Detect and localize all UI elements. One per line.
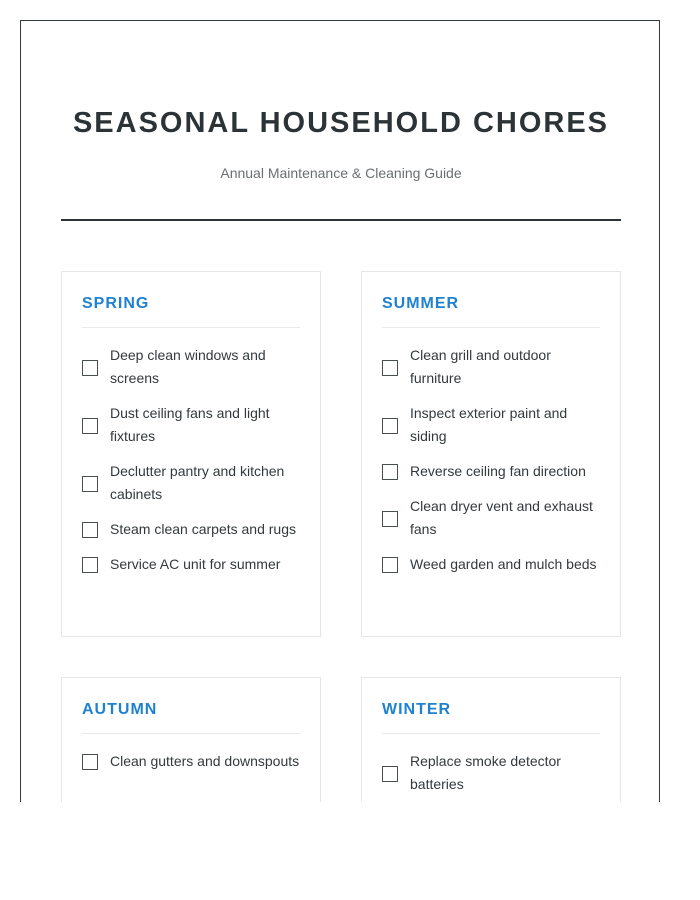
- task-checkbox[interactable]: [82, 360, 98, 376]
- task-label: Declutter pantry and kitchen cabinets: [110, 463, 285, 502]
- task-item[interactable]: [382, 553, 600, 576]
- task-item[interactable]: [82, 402, 300, 448]
- task-label: Dust ceiling fans and light fixtures: [110, 405, 270, 444]
- chores-document: [20, 20, 660, 802]
- task-checkbox[interactable]: [82, 476, 98, 492]
- task-label: Weed garden and mulch beds: [410, 556, 597, 572]
- season-title: AUTUMN: [82, 700, 300, 734]
- task-item[interactable]: [82, 553, 300, 576]
- task-label: Clean gutters and downspouts: [110, 753, 300, 769]
- task-label: Replace smoke detector batteries: [410, 753, 561, 792]
- task-label: Reverse ceiling fan direction: [410, 463, 586, 479]
- header-divider: [61, 219, 621, 221]
- task-checkbox[interactable]: [82, 522, 98, 538]
- task-checkbox[interactable]: [382, 464, 398, 480]
- task-label: Clean dryer vent and exhaust fans: [410, 498, 593, 537]
- task-label: Service AC unit for summer: [110, 556, 281, 572]
- task-item[interactable]: [82, 518, 300, 541]
- task-label: Inspect exterior paint and siding: [410, 405, 568, 444]
- season-title: SPRING: [82, 294, 300, 328]
- season-title: WINTER: [382, 700, 600, 734]
- task-item[interactable]: [382, 402, 600, 448]
- task-item[interactable]: [382, 495, 600, 541]
- task-item[interactable]: [382, 460, 600, 483]
- task-label: Clean grill and outdoor furniture: [410, 347, 551, 386]
- task-checkbox[interactable]: [82, 557, 98, 573]
- season-card-winter: [361, 677, 621, 802]
- season-card-summer: [361, 271, 621, 637]
- page-subtitle: Annual Maintenance & Cleaning Guide: [220, 165, 462, 181]
- task-checkbox[interactable]: [382, 557, 398, 573]
- task-item[interactable]: [382, 344, 600, 390]
- task-checkbox[interactable]: [82, 754, 98, 770]
- season-card-autumn: [61, 677, 321, 802]
- task-item[interactable]: [382, 750, 600, 796]
- task-checkbox[interactable]: [82, 418, 98, 434]
- task-item[interactable]: [82, 750, 300, 773]
- task-checkbox[interactable]: [382, 418, 398, 434]
- page-title: SEASONAL HOUSEHOLD CHORES: [72, 107, 610, 139]
- task-item[interactable]: [82, 344, 300, 390]
- task-label: Deep clean windows and screens: [110, 347, 266, 386]
- task-checkbox[interactable]: [382, 511, 398, 527]
- task-checkbox[interactable]: [382, 766, 398, 782]
- season-card-spring: [61, 271, 321, 637]
- task-label: Steam clean carpets and rugs: [110, 521, 296, 537]
- task-item[interactable]: [82, 460, 300, 506]
- task-checkbox[interactable]: [382, 360, 398, 376]
- season-title: SUMMER: [382, 294, 600, 328]
